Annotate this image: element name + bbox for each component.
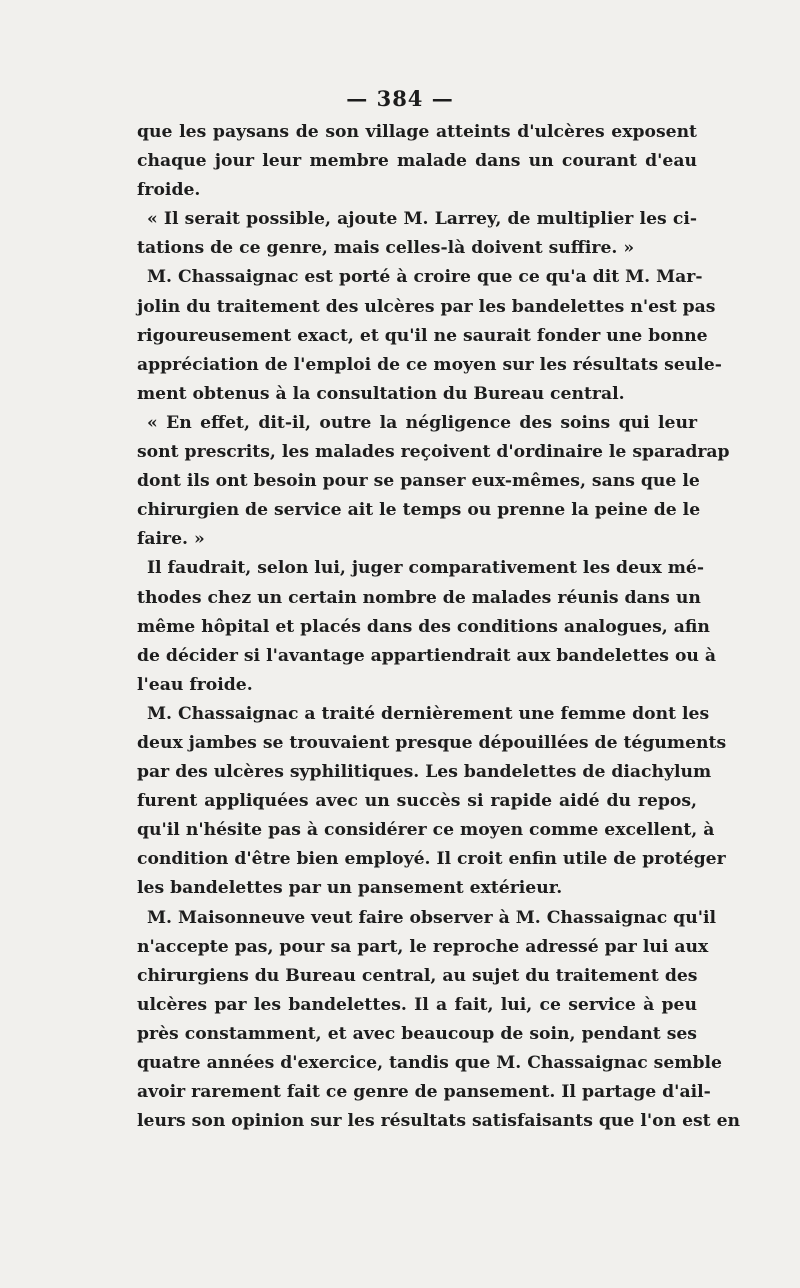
text-line: M. Maisonneuve veut faire observer à M. Chassaignac qu'il bbox=[147, 907, 717, 928]
text-line: dont ils ont besoin pour se panser eux-mêmes, sans que le bbox=[137, 471, 700, 492]
paragraph-1 bbox=[137, 118, 697, 205]
text-line: Il faudrait, selon lui, juger comparativement les deux mé- bbox=[147, 558, 704, 579]
text-line: M. Chassaignac a traité dernièrement une femme dont les bbox=[147, 703, 710, 724]
text-line: furent appliquées avec un succès si rapide aidé du repos, bbox=[137, 791, 697, 812]
text-line: par des ulcères syphilitiques. Les bandelettes de diachylum bbox=[137, 762, 712, 783]
paragraph-7 bbox=[137, 904, 741, 1137]
text-line: n'accepte pas, pour sa part, le reproche adressé par lui aux bbox=[137, 936, 709, 957]
paragraph-5 bbox=[137, 554, 717, 699]
text-line: « Il serait possible, ajoute M. Larrey, de multiplier les ci- bbox=[147, 209, 697, 230]
text-line: avoir rarement fait ce genre de pansement. Il partage d'ail- bbox=[137, 1082, 711, 1103]
text-line: chaque jour leur membre malade dans un courant d'eau bbox=[137, 151, 697, 172]
text-line: même hôpital et placés dans des conditions analogues, afin bbox=[137, 616, 710, 637]
text-line: froide. bbox=[137, 180, 201, 201]
paragraph-6 bbox=[137, 700, 727, 904]
paragraph-3 bbox=[137, 263, 722, 408]
text-line: que les paysans de son village atteints d'ulcères exposent bbox=[137, 122, 697, 142]
text-line: ment obtenus à la consultation du Bureau central. bbox=[137, 383, 625, 404]
text-line: qu'il n'hésite pas à considérer ce moyen comme excellent, à bbox=[137, 820, 715, 841]
text-line: faire. » bbox=[137, 529, 205, 550]
text-line: sont prescrits, les malades reçoivent d'ordinaire le sparadrap bbox=[137, 442, 730, 463]
text-line: de décider si l'avantage appartiendrait aux bandelettes ou à bbox=[137, 645, 717, 666]
text-line: chirurgiens du Bureau central, au sujet du traitement des bbox=[137, 965, 698, 986]
text-line: condition d'être bien employé. Il croit enfin utile de protéger bbox=[137, 849, 726, 870]
text-line: « En effet, dit-il, outre la négligence des soins qui leur bbox=[147, 412, 697, 433]
text-line: tations de ce genre, mais celles-là doivent suffire. » bbox=[137, 238, 635, 259]
page-number: — 384 — bbox=[346, 86, 454, 111]
text-line: thodes chez un certain nombre de malades réunis dans un bbox=[137, 587, 701, 608]
paragraph-2 bbox=[137, 205, 697, 263]
text-line: leurs son opinion sur les résultats satisfaisants que l'on est en bbox=[137, 1111, 741, 1132]
text-line: chirurgien de service ait le temps ou prenne la peine de le bbox=[137, 500, 701, 521]
text-line: les bandelettes par un pansement extérieur. bbox=[137, 878, 563, 899]
text-line: jolin du traitement des ulcères par les bandelettes n'est pas bbox=[137, 296, 716, 317]
text-line: M. Chassaignac est porté à croire que ce qu'a dit M. Mar- bbox=[147, 267, 703, 288]
text-line: quatre années d'exercice, tandis que M. Chassaignac semble bbox=[137, 1053, 722, 1073]
text-line: près constamment, et avec beaucoup de soin, pendant ses bbox=[137, 1023, 697, 1044]
text-line: deux jambes se trouvaient presque dépouillées de téguments bbox=[137, 732, 727, 753]
text-line: appréciation de l'emploi de ce moyen sur les résultats seule- bbox=[137, 354, 722, 375]
text-line: ulcères par les bandelettes. Il a fait, lui, ce service à peu bbox=[137, 994, 697, 1015]
text-line: l'eau froide. bbox=[137, 674, 253, 695]
body-text bbox=[137, 118, 741, 1136]
text-line: rigoureusement exact, et qu'il ne saurait fonder une bonne bbox=[137, 325, 708, 346]
paragraph-4 bbox=[137, 409, 730, 554]
